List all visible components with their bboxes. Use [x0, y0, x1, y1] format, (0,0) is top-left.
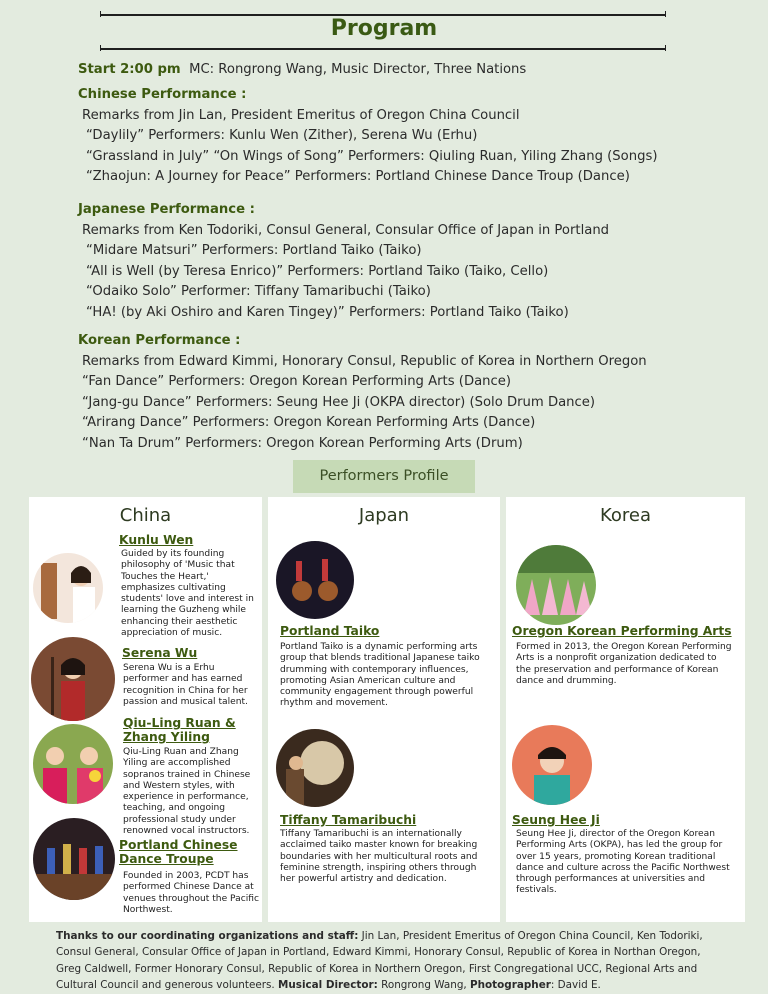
- dance-troupe-photo: [33, 818, 115, 900]
- program-line: “Nan Ta Drum” Performers: Oregon Korean Performing Arts (Drum): [82, 435, 523, 451]
- qiu-ling-zhang-photo: [33, 724, 113, 804]
- photographer-value: : David E.: [550, 978, 601, 991]
- musical-director-value: Rongrong Wang,: [377, 978, 471, 991]
- kunlu-wen-photo: [33, 553, 103, 623]
- profile-name: Tiffany Tamaribuchi: [280, 813, 417, 827]
- musical-director-label: Musical Director:: [278, 978, 378, 991]
- program-line: “Odaiko Solo” Performer: Tiffany Tamaribuchi (Taiko): [86, 284, 431, 299]
- profile-description: Guided by its founding philosophy of 'Music that Touches the Heart,' emphasizes cultivating students' love and interest in learning the Guzheng while enhancing their aesthetic appreciation of music.: [121, 549, 254, 639]
- serena-wu-photo: [31, 637, 115, 721]
- program-line: “Midare Matsuri” Performers: Portland Taiko (Taiko): [86, 243, 422, 258]
- program-line: “All is Well (by Teresa Enrico)” Performers: Portland Taiko (Taiko, Cello): [86, 263, 549, 279]
- program-line: “Jang-gu Dance” Performers: Seung Hee Ji (OKPA director) (Solo Drum Dance): [82, 394, 596, 410]
- profile-name: Oregon Korean Performing Arts: [512, 624, 732, 638]
- korean-section: [78, 331, 647, 454]
- bottom-rule-tick-right: [665, 45, 666, 51]
- program-line: Remarks from Edward Kimmi, Honorary Consul, Republic of Korea in Northern Oregon: [82, 353, 647, 369]
- program-line: “Arirang Dance” Performers: Oregon Korean Performing Arts (Dance): [82, 415, 536, 430]
- mc-info: MC: Rongrong Wang, Music Director, Three Nations: [189, 62, 527, 77]
- program-start: [78, 60, 526, 81]
- profile-description: Tiffany Tamaribuchi is an internationally acclaimed taiko master known for breaking boundaries with her multicultural roots and feminine strength, inspiring others through her powerful artistry and dedication.: [280, 829, 478, 885]
- profile-name: Seung Hee Ji: [512, 813, 600, 827]
- acknowledgements: [56, 928, 722, 993]
- profile-description: Formed in 2013, the Oregon Korean Performing Arts is a nonprofit organization dedicated to the preservation and performance of Korean dance and drumming.: [516, 642, 732, 686]
- program-line: “Daylily” Performers: Kunlu Wen (Zither), Serena Wu (Erhu): [86, 128, 478, 143]
- thanks-text: Jin Lan, President Emeritus of Oregon China Council, Ken Todoriki, Consul General, Consular Office of Japan in Portland, Edward Kimmi, Honorary Consul, Republic of Korea in Northan Oregon, Greg Caldwell, Former Honorary Consul, Republic of Korea in Northern Oregon, First Congregational UCC, Regional Arts and Cultural Council and generous volunteers.: [56, 930, 703, 991]
- profile-description: Portland Taiko is a dynamic performing arts group that blends traditional Japanese taiko drumming with contemporary influences, promoting Asian American culture and community engagement through powerful rhythm and movement.: [280, 642, 480, 709]
- thanks-label: Thanks to our coordinating organizations and staff:: [56, 930, 359, 942]
- tiffany-tamaribuchi-photo: [276, 729, 354, 807]
- section-heading: Korean Performance :: [78, 333, 241, 348]
- panel-title: Korea: [599, 505, 652, 526]
- panel-title: Japan: [358, 505, 410, 526]
- profile-description: Qiu-Ling Ruan and Zhang Yiling are accomplished sopranos trained in Chinese and Western styles, with experience in performance, teaching, and ongoing professional study under renowned vocal instructors.: [123, 747, 251, 837]
- chinese-section: [78, 85, 657, 188]
- japanese-section: [78, 200, 609, 323]
- photographer-label: Photographer: [470, 978, 551, 991]
- profile-description: Seung Hee Ji, director of the Oregon Korean Performing Arts (OKPA), has led the group for over 15 years, promoting Korean traditional dance and culture across the Pacific Northwest through performances at universities and festivals.: [516, 829, 730, 896]
- profile-name: Portland Chinese Dance Troupe: [119, 838, 238, 866]
- china-panel: [29, 497, 262, 922]
- program-line: “Fan Dance” Performers: Oregon Korean Performing Arts (Dance): [82, 374, 512, 389]
- page-title: Program: [330, 16, 438, 41]
- program-line: “Zhaojun: A Journey for Peace” Performers: Portland Chinese Dance Troup (Dance): [86, 169, 630, 184]
- portland-taiko-photo: [276, 541, 354, 619]
- profile-description: Serena Wu is a Erhu performer and has earned recognition in China for her passion and musical talent.: [123, 663, 248, 707]
- korea-panel: [506, 497, 745, 922]
- japan-panel: [268, 497, 500, 922]
- profile-description: Founded in 2003, PCDT has performed Chinese Dance at venues throughout the Pacific Northwest.: [123, 871, 259, 915]
- program-line: “Grassland in July” “On Wings of Song” Performers: Qiuling Ruan, Yiling Zhang (Songs): [86, 148, 658, 164]
- program-line: Remarks from Jin Lan, President Emeritus of Oregon China Council: [82, 107, 520, 123]
- program-line: “HA! (by Aki Oshiro and Karen Tingey)” Performers: Portland Taiko (Taiko): [86, 304, 569, 320]
- profile-name: Qiu-Ling Ruan & Zhang Yiling: [123, 716, 236, 744]
- seung-hee-ji-photo: [512, 725, 592, 805]
- profile-name: Kunlu Wen: [119, 533, 194, 547]
- okpa-photo: [516, 545, 596, 625]
- bottom-rule-tick-left: [100, 45, 101, 51]
- section-heading: Japanese Performance :: [78, 202, 255, 217]
- performers-profile-banner: Performers Profile: [293, 460, 475, 493]
- bottom-rule: [100, 48, 666, 50]
- profile-name: Portland Taiko: [280, 624, 380, 638]
- panel-title: China: [119, 505, 172, 526]
- section-heading: Chinese Performance :: [78, 87, 247, 102]
- profile-name: Serena Wu: [122, 646, 198, 660]
- start-time: Start 2:00 pm: [78, 62, 181, 77]
- program-line: Remarks from Ken Todoriki, Consul General, Consular Office of Japan in Portland: [82, 222, 610, 238]
